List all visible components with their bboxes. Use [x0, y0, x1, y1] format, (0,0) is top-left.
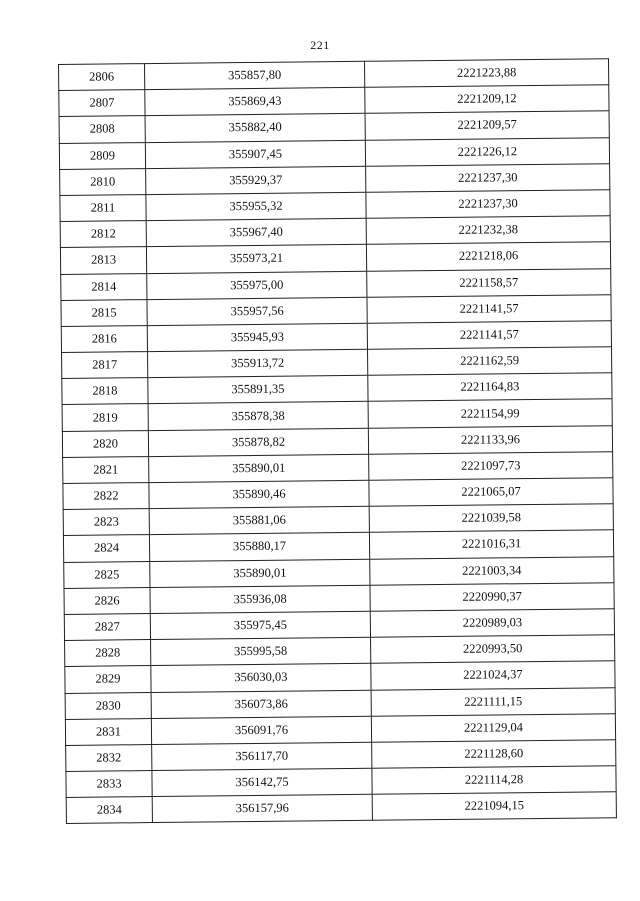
x-coordinate-cell: 355929,37 — [146, 166, 366, 194]
x-coordinate-cell: 355891,35 — [148, 376, 368, 404]
x-coordinate-cell: 355890,01 — [149, 454, 369, 482]
y-coordinate-cell: 2221158,57 — [367, 268, 611, 297]
x-coordinate-cell: 355995,58 — [151, 637, 371, 665]
y-coordinate-cell: 2221237,30 — [366, 190, 610, 219]
y-coordinate-cell: 2221223,88 — [364, 59, 608, 88]
point-number-cell: 2809 — [59, 142, 145, 169]
y-coordinate-cell: 2221024,37 — [371, 661, 615, 690]
x-coordinate-cell: 355882,40 — [145, 114, 365, 142]
table-row — [66, 792, 616, 824]
y-coordinate-cell: 2221133,96 — [368, 425, 612, 454]
y-coordinate-cell: 2221114,28 — [372, 766, 616, 795]
point-number-cell: 2811 — [60, 195, 146, 222]
x-coordinate-cell: 355913,72 — [148, 349, 368, 377]
x-coordinate-cell: 355878,38 — [148, 402, 368, 430]
x-coordinate-cell: 355890,46 — [149, 480, 369, 508]
y-coordinate-cell: 2221218,06 — [366, 242, 610, 271]
y-coordinate-cell: 2221209,57 — [365, 111, 609, 140]
y-coordinate-cell: 2220990,37 — [370, 582, 614, 611]
point-number-cell: 2808 — [59, 116, 145, 143]
y-coordinate-cell: 2221128,60 — [372, 740, 616, 769]
x-coordinate-cell: 355957,56 — [147, 297, 367, 325]
x-coordinate-cell: 355975,00 — [147, 271, 367, 299]
x-coordinate-cell: 355857,80 — [145, 61, 365, 89]
point-number-cell: 2829 — [65, 666, 151, 693]
y-coordinate-cell: 2221003,34 — [370, 556, 614, 585]
x-coordinate-cell: 355945,93 — [147, 323, 367, 351]
y-coordinate-cell: 2221209,12 — [365, 85, 609, 114]
x-coordinate-cell: 356030,03 — [151, 664, 371, 692]
point-number-cell: 2823 — [63, 509, 149, 536]
point-number-cell: 2812 — [60, 221, 146, 248]
point-number-cell: 2807 — [59, 90, 145, 117]
x-coordinate-cell: 355975,45 — [150, 611, 370, 639]
x-coordinate-cell: 356073,86 — [151, 690, 371, 718]
x-coordinate-cell: 355881,06 — [149, 506, 369, 534]
point-number-cell: 2815 — [61, 299, 147, 326]
point-number-cell: 2828 — [65, 640, 151, 667]
x-coordinate-cell: 355936,08 — [150, 585, 370, 613]
y-coordinate-cell: 2221111,15 — [371, 687, 615, 716]
y-coordinate-cell: 2221154,99 — [368, 399, 612, 428]
y-coordinate-cell: 2220989,03 — [370, 609, 614, 638]
point-number-cell: 2816 — [61, 325, 147, 352]
point-number-cell: 2806 — [59, 64, 145, 91]
y-coordinate-cell: 2221141,57 — [367, 294, 611, 323]
x-coordinate-cell: 355890,01 — [150, 559, 370, 587]
y-coordinate-cell: 2221232,38 — [366, 216, 610, 245]
coordinates-table — [58, 58, 617, 824]
y-coordinate-cell: 2221016,31 — [369, 530, 613, 559]
point-number-cell: 2832 — [66, 744, 152, 771]
point-number-cell: 2825 — [64, 561, 150, 588]
x-coordinate-cell: 355967,40 — [146, 218, 366, 246]
point-number-cell: 2827 — [64, 614, 150, 641]
point-number-cell: 2834 — [66, 797, 152, 824]
x-coordinate-cell: 355973,21 — [146, 245, 366, 273]
page-number: 221 — [310, 38, 330, 52]
point-number-cell: 2817 — [62, 352, 148, 379]
point-number-cell: 2824 — [63, 535, 149, 562]
point-number-cell: 2818 — [62, 378, 148, 405]
point-number-cell: 2814 — [61, 273, 147, 300]
x-coordinate-cell: 355878,82 — [148, 428, 368, 456]
point-number-cell: 2830 — [65, 692, 151, 719]
y-coordinate-cell: 2221094,15 — [372, 792, 616, 821]
point-number-cell: 2826 — [64, 587, 150, 614]
x-coordinate-cell: 356142,75 — [152, 768, 372, 796]
x-coordinate-cell: 356091,76 — [151, 716, 371, 744]
y-coordinate-cell: 2221039,58 — [369, 504, 613, 533]
y-coordinate-cell: 2221237,30 — [366, 163, 610, 192]
point-number-cell: 2833 — [66, 771, 152, 798]
coordinates-table-container — [58, 58, 616, 824]
point-number-cell: 2822 — [63, 483, 149, 510]
point-number-cell: 2820 — [62, 430, 148, 457]
y-coordinate-cell: 2221226,12 — [365, 137, 609, 166]
x-coordinate-cell: 356117,70 — [152, 742, 372, 770]
x-coordinate-cell: 355880,17 — [149, 533, 369, 561]
y-coordinate-cell: 2221065,07 — [369, 478, 613, 507]
point-number-cell: 2819 — [62, 404, 148, 431]
x-coordinate-cell: 355869,43 — [145, 87, 365, 115]
x-coordinate-cell: 355955,32 — [146, 192, 366, 220]
y-coordinate-cell: 2221141,57 — [367, 321, 611, 350]
point-number-cell: 2810 — [60, 168, 146, 195]
y-coordinate-cell: 2221129,04 — [371, 713, 615, 742]
y-coordinate-cell: 2221097,73 — [369, 452, 613, 481]
point-number-cell: 2813 — [60, 247, 146, 274]
x-coordinate-cell: 356157,96 — [152, 795, 372, 823]
x-coordinate-cell: 355907,45 — [145, 140, 365, 168]
point-number-cell: 2821 — [63, 456, 149, 483]
y-coordinate-cell: 2220993,50 — [371, 635, 615, 664]
y-coordinate-cell: 2221164,83 — [368, 373, 612, 402]
y-coordinate-cell: 2221162,59 — [368, 347, 612, 376]
coordinates-table-body — [59, 59, 617, 824]
point-number-cell: 2831 — [65, 718, 151, 745]
